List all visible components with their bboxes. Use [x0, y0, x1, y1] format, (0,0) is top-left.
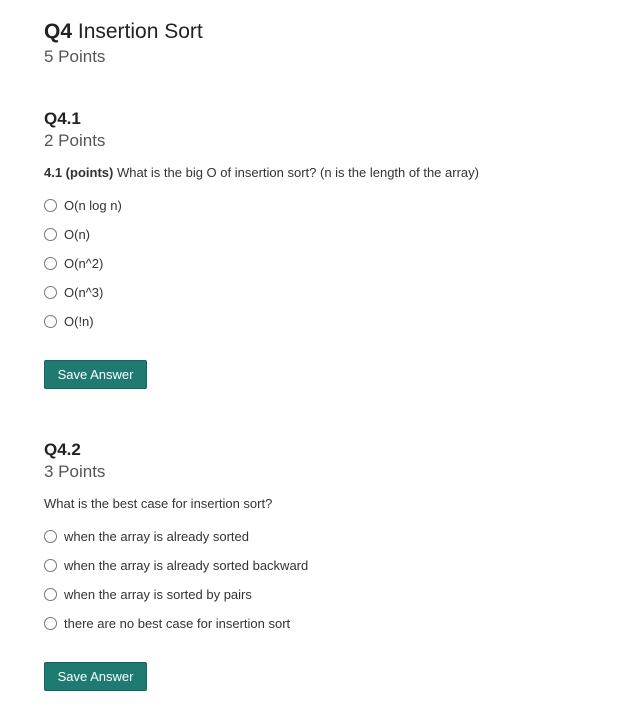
subquestion-points: 3 Points [44, 462, 106, 481]
option-label: when the array is sorted by pairs [64, 587, 252, 602]
option-factorial[interactable] [44, 307, 479, 336]
prompt-text: What is the big O of insertion sort? (n is the length of the array) [113, 165, 479, 180]
option-label: O(!n) [64, 314, 94, 329]
question-number: Q4 [44, 20, 73, 43]
radio-button[interactable] [44, 530, 57, 543]
option-n-squared[interactable] [44, 249, 479, 278]
prompt-text: What is the best case for insertion sort? [44, 496, 273, 511]
option-no-best-case[interactable] [44, 609, 308, 638]
radio-button[interactable] [44, 617, 57, 630]
answer-options [44, 522, 308, 638]
option-label: O(n^2) [64, 256, 104, 271]
option-label: O(n) [64, 227, 90, 242]
subquestion-title: Q4.1 [44, 109, 81, 128]
question-points: 5 Points [44, 47, 106, 66]
option-sorted-by-pairs[interactable] [44, 580, 308, 609]
question-title [44, 18, 203, 46]
option-label: O(n^3) [64, 285, 104, 300]
option-n[interactable] [44, 220, 479, 249]
option-sorted-backward[interactable] [44, 551, 308, 580]
option-already-sorted[interactable] [44, 522, 308, 551]
subquestion-title: Q4.2 [44, 440, 81, 459]
question-header [44, 18, 203, 68]
radio-button[interactable] [44, 257, 57, 270]
subquestion-points: 2 Points [44, 131, 106, 150]
question-name: Insertion Sort [77, 20, 203, 43]
save-answer-button-q4-1[interactable]: Save Answer [44, 360, 147, 389]
option-n-log-n[interactable] [44, 191, 479, 220]
subquestion-prompt [44, 495, 308, 513]
option-label: there are no best case for insertion sort [64, 616, 291, 631]
radio-button[interactable] [44, 588, 57, 601]
radio-button[interactable] [44, 315, 57, 328]
subquestion-q4-2 [44, 439, 308, 638]
option-label: when the array is already sorted backward [64, 558, 309, 573]
radio-button[interactable] [44, 199, 57, 212]
option-n-cubed[interactable] [44, 278, 479, 307]
option-label: O(n log n) [64, 198, 122, 213]
save-answer-button-q4-2[interactable]: Save Answer [44, 662, 147, 691]
prompt-label: 4.1 (points) [44, 165, 114, 180]
subquestion-prompt [44, 164, 479, 182]
subquestion-q4-1 [44, 108, 479, 336]
radio-button[interactable] [44, 286, 57, 299]
option-label: when the array is already sorted [64, 529, 249, 544]
radio-button[interactable] [44, 559, 57, 572]
answer-options [44, 191, 479, 336]
radio-button[interactable] [44, 228, 57, 241]
